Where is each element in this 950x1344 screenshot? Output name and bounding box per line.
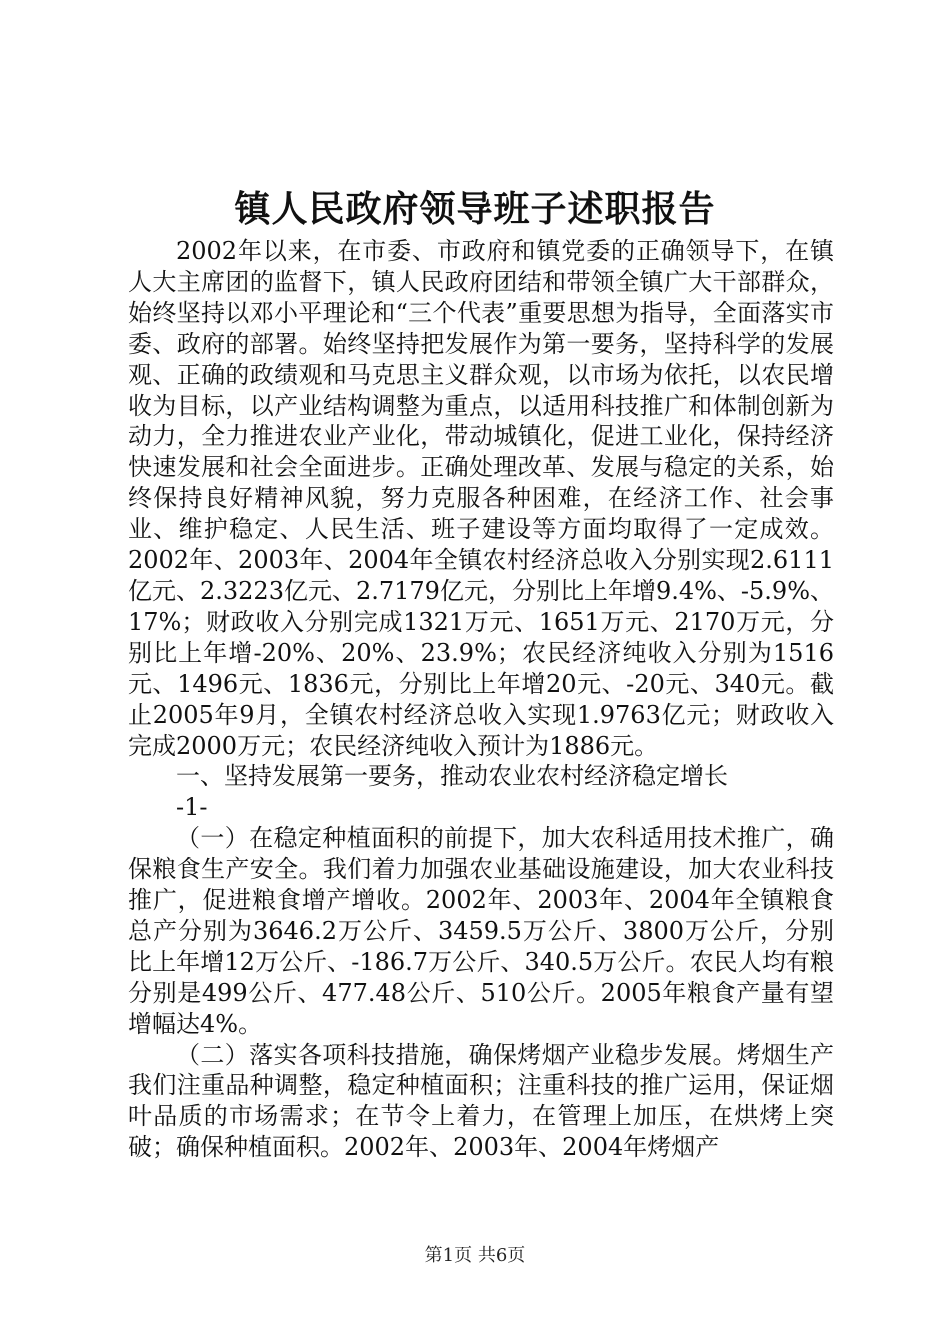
paragraph-intro: 2002年以来，在市委、市政府和镇党委的正确领导下，在镇人大主席团的监督下，镇人民政府团结和带领全镇广大干部群众，始终坚持以邓小平理论和“三个代表”重要思想为指导，全面落实市委、政府的部署。始终坚持把发展作为第一要务，坚持科学的发展观、正确的政绩观和马克思主义群众观，以市场为依托，以农民增收为目标，以产业结构调整为重点，以适用科技推广和体制创新为动力，全力推进农业产业化，带动城镇化，促进工业化，保持经济快速发展和社会全面进步。正确处理改革、发展与稳定的关系，始终保持良好精神风貌，努力克服各种困难，在经济工作、社会事业、维护稳定、人民生活、班子建设等方面均取得了一定成效。2002年、2003年、2004年全镇农村经济总收入分别实现2.6111亿元、2.3223亿元、2.7179亿元，分别比上年增9.4%、-5.9%、17%；财政收入分别完成1321万元、1651万元、2170万元，分别比上年增-20%、20%、23.9%；农民经济纯收入分别为1516元、1496元、1836元，分别比上年增20元、-20元、340元。截止2005年9月，全镇农村经济总收入实现1.9763亿元；财政收入完成2000万元；农民经济纯收入预计为1886元。 xyxy=(128,237,835,760)
inline-page-number: -1- xyxy=(176,793,208,822)
page-footer: 第1页 共6页 xyxy=(424,1245,526,1266)
paragraph-grain: （一）在稳定种植面积的前提下，加大农科适用技术推广，确保粮食生产安全。我们着力加强农业基础设施建设，加大农业科技推广，促进粮食增产增收。2002年、2003年、2004年全镇粮食总产分别为3646.2万公斤、3459.5万公斤、3800万公斤，分别比上年增12万公斤、-186.7万公斤、340.5万公斤。农民人均有粮分别是499公斤、477.48公斤、510公斤。2005年粮食产量有望增幅达4%。 xyxy=(128,824,834,1038)
section-heading-1: 一、坚持发展第一要务，推动农业农村经济稳定增长 xyxy=(176,762,728,791)
document-title: 镇人民政府领导班子述职报告 xyxy=(234,188,716,230)
document-body xyxy=(128,236,834,1163)
paragraph-tobacco: （二）落实各项科技措施，确保烤烟产业稳步发展。烤烟生产我们注重品种调整，稳定种植面积；注重科技的推广运用，保证烟叶品质的市场需求；在节令上着力，在管理上加压，在烘烤上突破；确保种植面积。2002年、2003年、2004年烤烟产 xyxy=(128,1040,834,1162)
